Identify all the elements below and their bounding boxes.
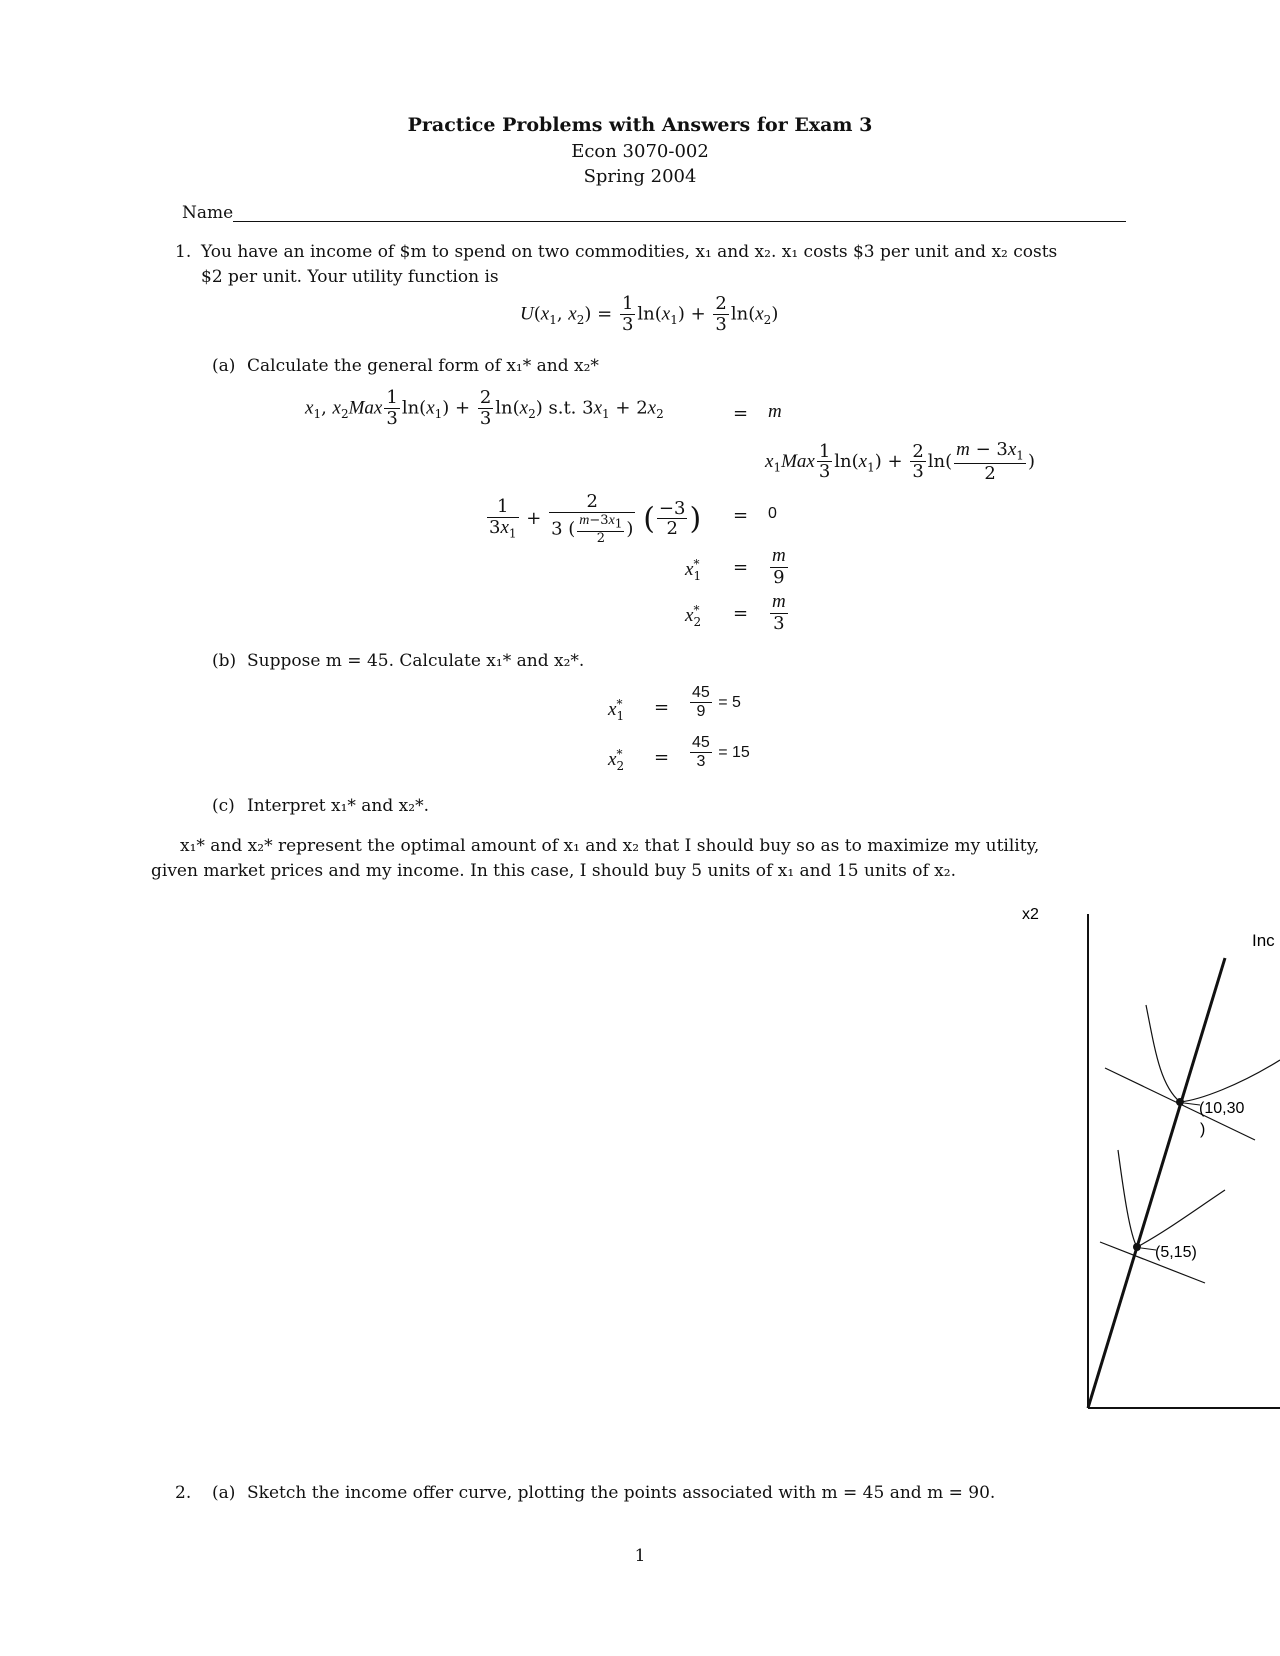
income-offer-figure — [1000, 900, 1280, 1420]
b-x1-lhs: $x^*_1$ — [608, 697, 625, 723]
b-x2-rhs: $\frac{45}{3}$ = 15 — [692, 734, 750, 770]
b-x2-eq-sign: = — [654, 747, 670, 768]
page-number: 1 — [634, 1546, 646, 1566]
b-x2-lhs: $x^*_2$ — [608, 747, 625, 773]
b-x1-rhs: $\frac{45}{9}$ = 5 — [692, 684, 741, 720]
problem-1-intro-line1: You have an income of $m to spend on two commodities, x₁ and x₂. x₁ costs $3 per unit and x₂ costs — [201, 242, 1058, 262]
name-label: Name — [182, 203, 234, 223]
x2-star-lhs: $x^*_2$ — [685, 603, 702, 629]
interpretation-line2: given market prices and my income. In this case, I should buy 5 units of x₁ and 15 units of x₂. — [151, 861, 956, 881]
point-low-label: (5,15) — [1155, 1244, 1197, 1261]
x2-star-rhs: $\frac{m}{3}$ — [772, 591, 786, 634]
max-eq-sign: = — [733, 403, 749, 424]
part-c-text: Interpret x₁* and x₂*. — [247, 796, 429, 816]
part-a-text: Calculate the general form of x₁* and x₂* — [247, 356, 599, 376]
indifference-curve-low — [1118, 1150, 1225, 1247]
part-a-label: (a) — [212, 356, 236, 376]
max-problem: $x_1$, $x_2Max$ $\frac{1}{3}$ $\ln(x_1)$ + $\frac{2}{3}$ $\ln(x_2)$ s.t. $3x_1 + 2x_2$ — [305, 387, 664, 429]
substituted-problem: $x_1Max$ $\frac{1}{3}$ $\ln(x_1)$ + $\frac{2}{3}$ ln( $\frac{m - 3x_1}{2}$ ) — [765, 439, 1035, 484]
interpretation-line1: x₁* and x₂* represent the optimal amount of x₁ and x₂ that I should buy so as to maximize my utility, — [180, 836, 1040, 856]
problem-2-number: 2. — [175, 1483, 192, 1503]
x1-star-eq-sign: = — [733, 557, 749, 578]
y-axis-label: x2 — [1022, 906, 1039, 923]
point-10-30-marker — [1176, 1098, 1184, 1106]
problem-1-intro-line2: $2 per unit. Your utility function is — [201, 267, 499, 287]
page-title: Practice Problems with Answers for Exam 3 — [407, 114, 873, 136]
point-5-15-marker — [1133, 1243, 1141, 1251]
term: Spring 2004 — [583, 166, 697, 187]
x1-star-lhs: $x^*_1$ — [685, 557, 702, 583]
foc-equation: $\frac{1}{3x_1}$ + 2 3 ( $\frac{m-3x_1}{2}$ ) ( $\frac{-3}{2}$ ) — [489, 491, 702, 546]
foc-rhs: 0 — [768, 505, 777, 522]
problem-1-number: 1. — [175, 242, 192, 262]
foc-eq-sign: = — [733, 505, 749, 526]
course-code: Econ 3070-002 — [571, 141, 709, 162]
point-high-label: (10,30 — [1199, 1100, 1245, 1117]
b-x1-eq-sign: = — [654, 697, 670, 718]
name-line — [233, 221, 1126, 222]
point-high-leader — [1184, 1103, 1200, 1105]
problem-2-part-a-label: (a) — [212, 1483, 236, 1503]
x2-star-eq-sign: = — [733, 603, 749, 624]
point-high-label-cont: ) — [1200, 1121, 1206, 1138]
point-low-leader — [1141, 1248, 1156, 1250]
curve-label: Inc — [1252, 931, 1275, 950]
utility-equation: $U(x_1$, $x_2$) = $\frac{1}{3}$ $\ln(x_1)$ + $\frac{2}{3}$ $\ln(x_2)$ — [520, 293, 779, 335]
problem-2-part-a-text: Sketch the income offer curve, plotting the points associated with m = 45 and m = 90. — [247, 1483, 996, 1503]
part-c-label: (c) — [212, 796, 235, 816]
part-b-label: (b) — [212, 651, 237, 671]
income-offer-curve — [1088, 958, 1225, 1408]
indifference-curve-high — [1146, 1005, 1280, 1102]
max-rhs: m — [768, 401, 782, 422]
part-b-text: Suppose m = 45. Calculate x₁* and x₂*. — [247, 651, 585, 671]
x1-star-rhs: $\frac{m}{9}$ — [772, 545, 786, 588]
